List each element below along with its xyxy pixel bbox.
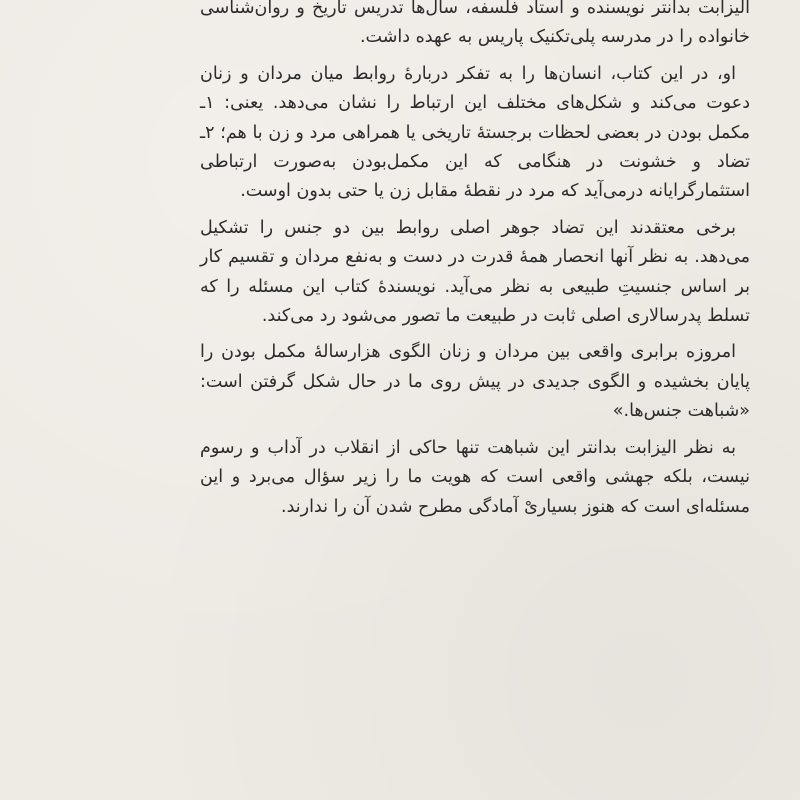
paragraph-2: او، در این کتاب، انسان‌ها را به تفکر دربارهٔ روابط میان مردان و زنان دعوت می‌کند و شکل‌های مختلف این ارتباط را نشان می‌دهد. یعنی: ۱ـ مکمل بودن در بعضی لحظات برجستهٔ تاریخی یا همراهی مرد و زن با هم؛ ۲ـ تضاد و خشونت در هنگامی که این مکمل‌بودن به‌صورت ارتباطی استثمارگرایانه درمی‌آید که مرد در نقطهٔ مقابل زن یا حتی بدون اوست. [200,63,750,202]
paragraph-3: برخی معتقدند این تضاد جوهر اصلی روابط بین دو جنس را تشکیل می‌دهد. به نظر آنها انحصار همهٔ قدرت در دست و به‌نفع مردان و تقسیم کار بر اساس جنسیتِ طبیعی به نظر می‌آید. نویسندهٔ کتاب این مسئله را که تسلط پدرسالاری اصلی ثابت در طبیعت ما تصور می‌شود رد می‌کند. [200,217,750,327]
paragraph-4: امروزه برابری واقعی بین مردان و زنان الگوی هزارسالهٔ مکمل بودن را پایان بخشیده و الگوی جدیدی در پیش روی ما در حال شکل گرفتن است: «شباهت جنس‌ها.» [200,342,750,422]
paragraph-5: به نظر الیزابت بدانتر این شباهت تنها حاکی از انقلاب در آداب و رسوم نیست، بلکه جهشی واقعی است که هویت ما را زیر سؤال می‌برد و این مسئله‌ای است که هنوز بسیاریْ آمادگی مطرح شدن آن را ندارند. [200,437,750,517]
paragraph-1: الیزابت بدانتر نویسنده و استاد فلسفه، سال‌ها تدریس تاریخ و روان‌شناسی خانواده را در مدرسه پلی‌تکنیک پاریس به عهده داشت. [200,0,750,48]
body-text [200,0,750,522]
